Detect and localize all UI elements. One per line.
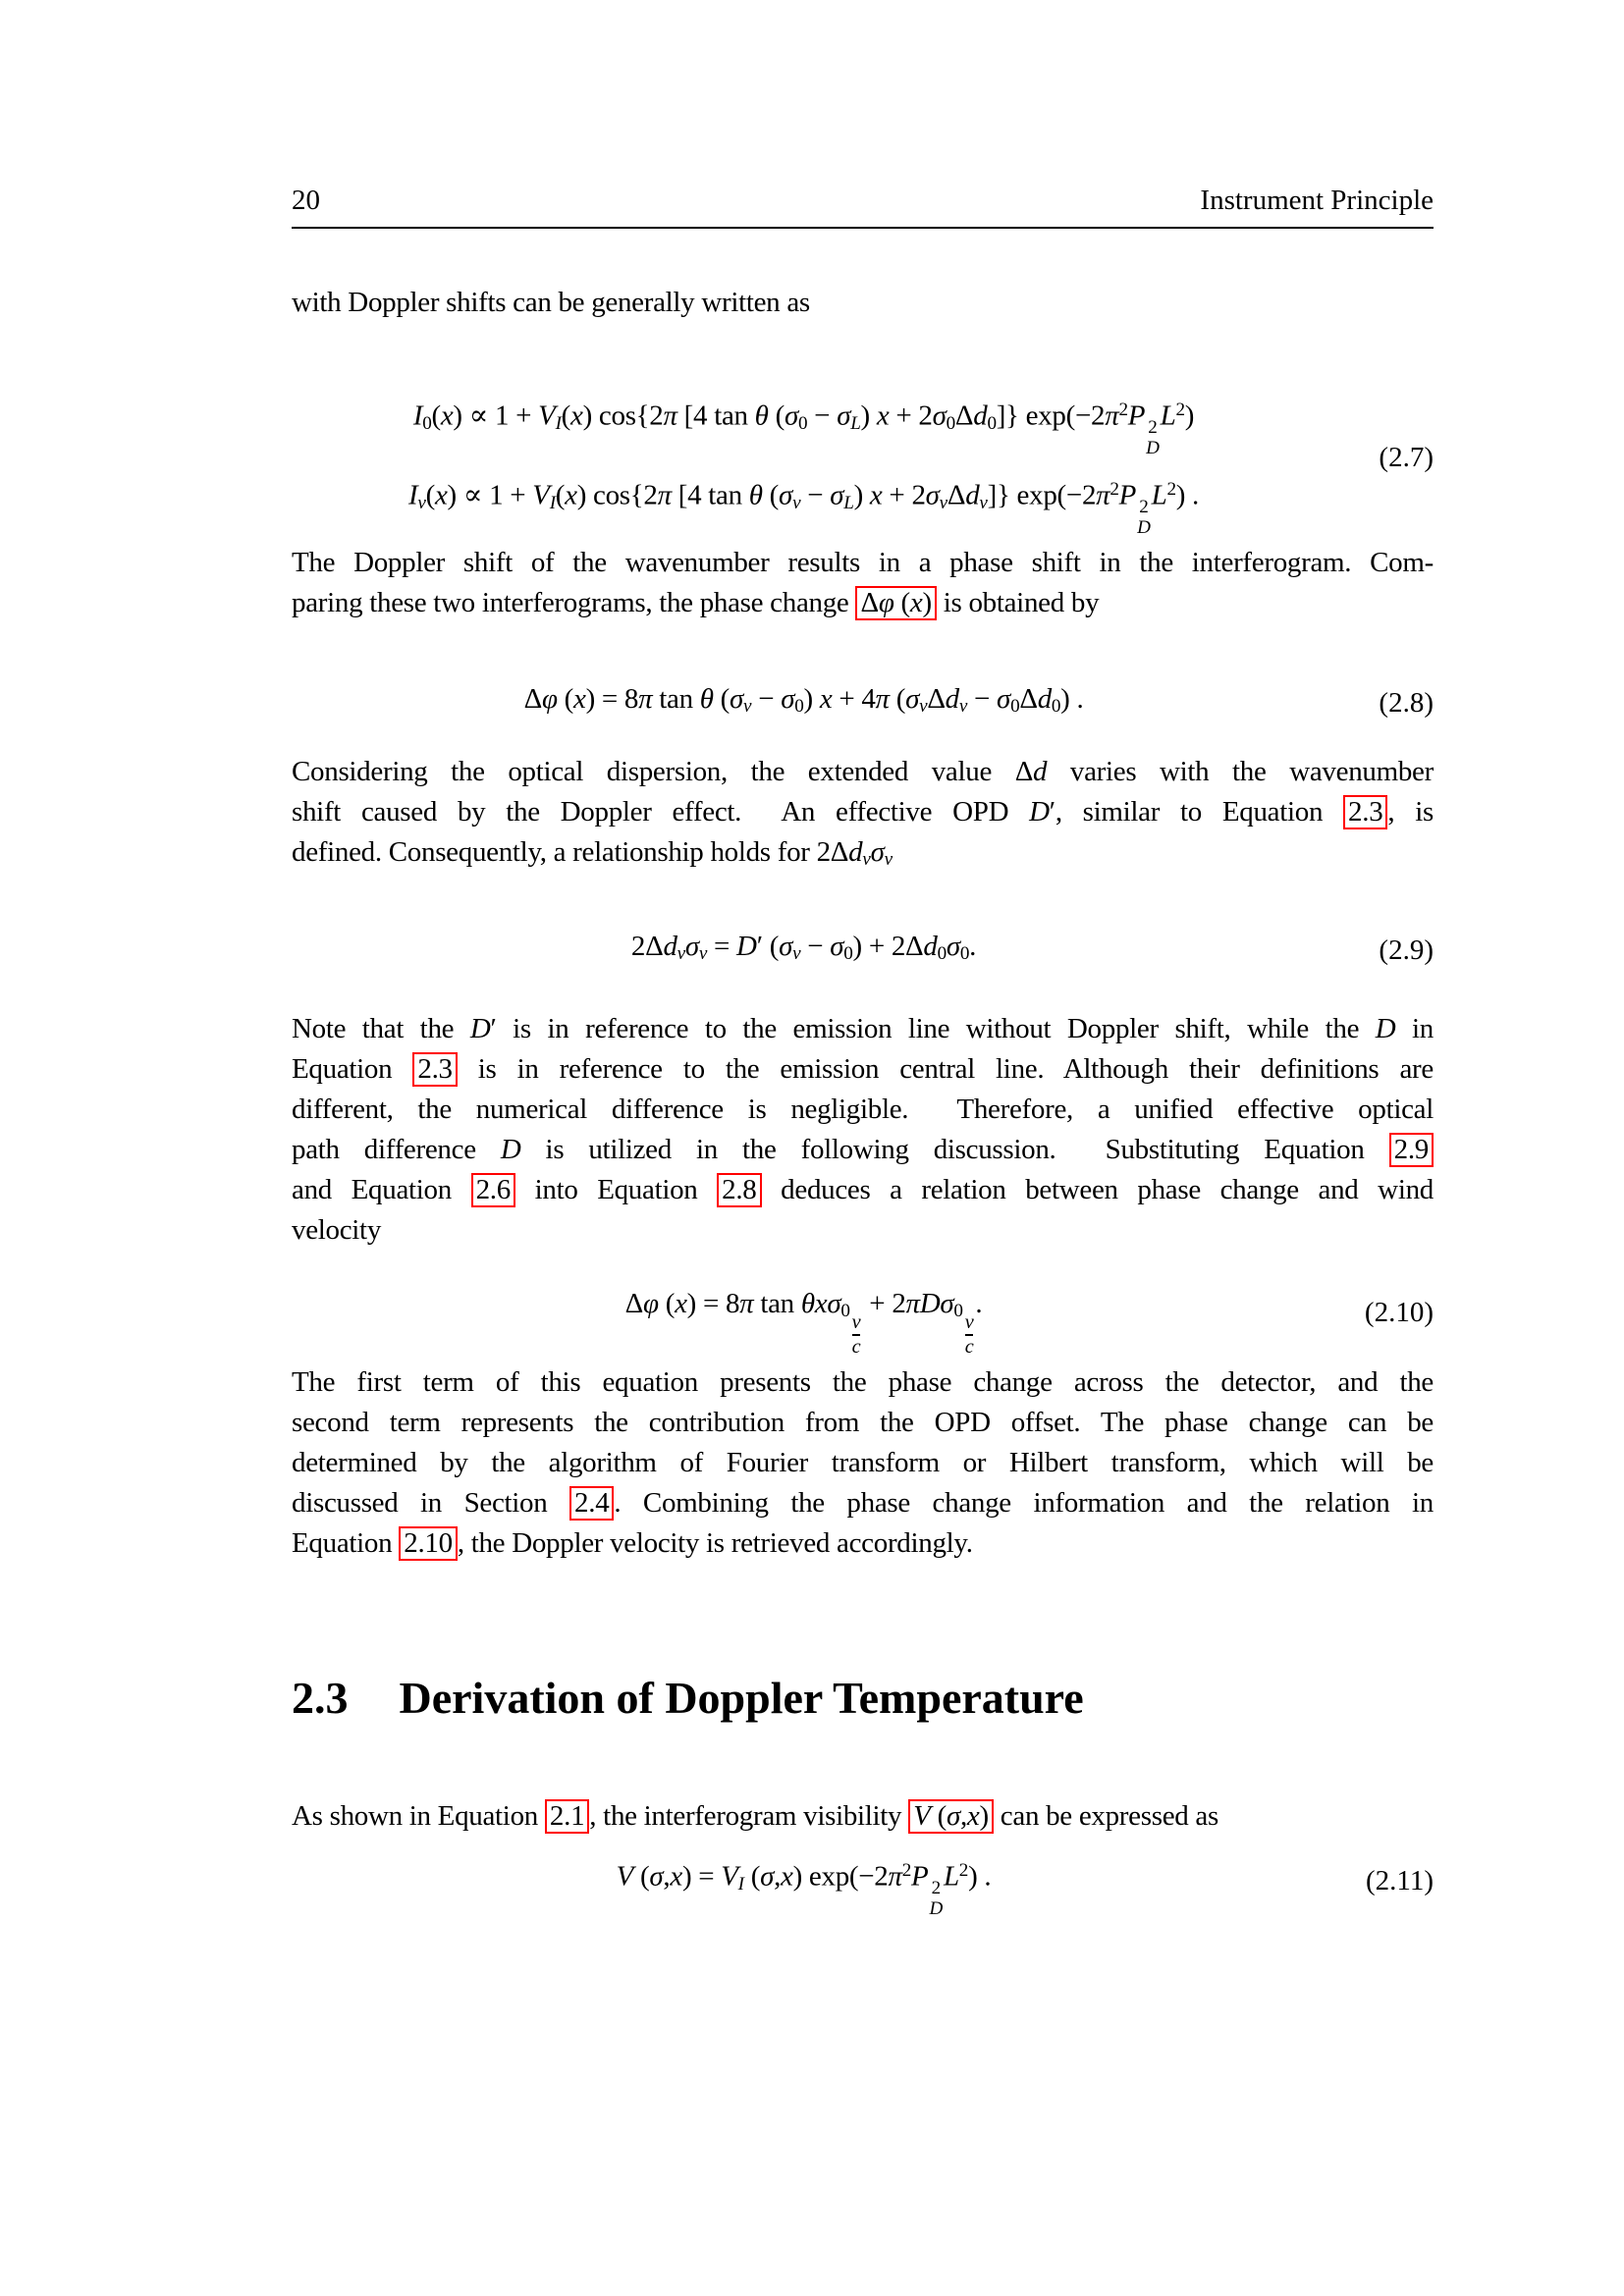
paragraph-intro	[292, 283, 1434, 323]
math-supsub: 2 D	[1146, 416, 1160, 458]
text-line: The Doppler shift of the wavenumber results in a phase shift in the interferogram. Com-	[292, 547, 1434, 578]
text-line: path difference D is utilized in the following discussion. Substituting Equation 2.9	[292, 1130, 1434, 1170]
paragraph-visibility	[292, 1796, 1434, 1837]
text-line: different, the numerical difference is negligible. Therefore, a unified effective optical	[292, 1094, 1434, 1125]
text-line: 2Δdvσv = D′ $(\sigma v - \sigma_0) + 2\Delta d_0\sigma_0$.	[630, 930, 977, 965]
ref-link[interactable]: 2.3	[412, 1052, 457, 1087]
ref-link[interactable]: 2.9	[1389, 1133, 1434, 1167]
text-line: $I_0(x) \propto 1 + VI(x)$ cos{2π [4 tan θ $(\sigma_0 - \sigma L) x + 2\sigma_0\Delta d_0$]} $\exp(-2\pi^2P$ 2 D $L^2$)	[412, 399, 1195, 458]
text-line: V (σ,x) = VI (σ,x) $\exp(-2\pi^2P$ 2 D $L^2$) .	[616, 1859, 992, 1920]
ref-link[interactable]: 2.8	[717, 1173, 761, 1207]
paragraph-note-opd	[292, 1009, 1434, 1251]
equation-2-11	[292, 1853, 1434, 1920]
text-line: discussed in Section 2.4 . Combining the phase change information and the relation in	[292, 1483, 1434, 1523]
paragraph-doppler-shift	[292, 543, 1434, 623]
text-line: determined by the algorithm of Fourier transform or Hilbert transform, which will be	[292, 1447, 1434, 1478]
equation-number-2-9: (2.9)	[1379, 934, 1434, 966]
equation-math	[292, 378, 1316, 538]
equation-math	[292, 919, 1316, 982]
equation-math	[292, 1267, 1316, 1359]
equation-number-2-11: (2.11)	[1366, 1864, 1434, 1896]
text-line: Δφ (x) = 8π tan θ $(\sigma v - \sigma_0)$ x + 4π $(\sigma v\Delta dv - \sigma_0\Delta d_0)$ .	[523, 682, 1084, 718]
text-line: shift caused by the Doppler effect. An effective OPD D′, similar to Equation 2.3 , is	[292, 792, 1434, 832]
text-line: Δφ (x) = 8π tan θxσ$_0$ $\frac{v}{c}$ + 2πDσ$_0$ $\frac{v}{c}$ .	[624, 1287, 983, 1359]
equation-math	[292, 671, 1316, 734]
running-title: Instrument Principle	[1200, 185, 1434, 216]
ref-link[interactable]: 2.10	[399, 1526, 458, 1561]
ref-link[interactable]: V (σ,x)	[908, 1799, 994, 1834]
math-supsub: 2 D	[929, 1877, 943, 1920]
text-line: Iv(x) ∝ 1 + VI(x) cos{2π [4 tan θ (σv − σL) x + 2σvΔdv]} $\exp(-2\pi^2P$ 2 D $L^2$) .	[408, 479, 1199, 539]
section-title: Derivation of Doppler Temperature	[399, 1673, 1084, 1723]
equation-2-7	[292, 393, 1434, 539]
ref-link[interactable]: 2.3	[1343, 795, 1387, 829]
text-line: As shown in Equation 2.1 , the interferogram visibility V (σ,x) can be expressed as	[292, 1796, 1434, 1837]
equation-number-2-10: (2.10)	[1364, 1296, 1434, 1328]
ref-link[interactable]: 2.1	[545, 1799, 589, 1834]
text-line: Note that the D′ is in reference to the emission line without Doppler shift, while the D in	[292, 1013, 1434, 1044]
text-line: second term represents the contribution from the OPD offset. The phase change can be	[292, 1407, 1434, 1438]
text-line: Considering the optical dispersion, the extended value Δd varies with the wavenumber	[292, 756, 1434, 787]
equation-number-2-8: (2.8)	[1379, 686, 1434, 719]
header-rule	[292, 227, 1434, 229]
text-line: The first term of this equation presents the phase change across the detector, and the	[292, 1366, 1434, 1398]
text-line: defined. Consequently, a relationship holds for 2Δdvσv	[292, 836, 893, 871]
paragraph-first-term	[292, 1362, 1434, 1564]
equation-math	[292, 1843, 1316, 1918]
math-fraction: $\frac{v}{c}$	[851, 1310, 861, 1359]
equation-2-10	[292, 1276, 1434, 1359]
text-line: with Doppler shifts can be generally written as	[292, 287, 810, 318]
equation-number-2-7: (2.7)	[1379, 441, 1434, 473]
text-line: and Equation 2.6 into Equation 2.8 deduces a relation between phase change and wind	[292, 1170, 1434, 1210]
ref-link[interactable]: Δφ (x)	[855, 586, 936, 620]
math-supsub: 2 D	[1137, 497, 1151, 539]
ref-link[interactable]: 2.4	[569, 1486, 614, 1521]
text-line: paring these two interferograms, the phase change Δφ (x) is obtained by	[292, 583, 1434, 623]
section-number: 2.3	[292, 1673, 349, 1723]
text-line: velocity	[292, 1214, 382, 1246]
paragraph-dispersion	[292, 752, 1434, 880]
equation-2-8	[292, 675, 1434, 730]
ref-link[interactable]: 2.6	[471, 1173, 515, 1207]
page-header	[292, 185, 1434, 217]
text-line: Equation 2.3 is in reference to the emission central line. Although their definitions are	[292, 1049, 1434, 1090]
text-line: Equation 2.10 , the Doppler velocity is retrieved accordingly.	[292, 1523, 1434, 1564]
equation-2-9	[292, 923, 1434, 978]
math-fraction: $\frac{v}{c}$	[964, 1310, 974, 1359]
page-number: 20	[292, 185, 320, 216]
section-heading	[292, 1673, 1434, 1724]
